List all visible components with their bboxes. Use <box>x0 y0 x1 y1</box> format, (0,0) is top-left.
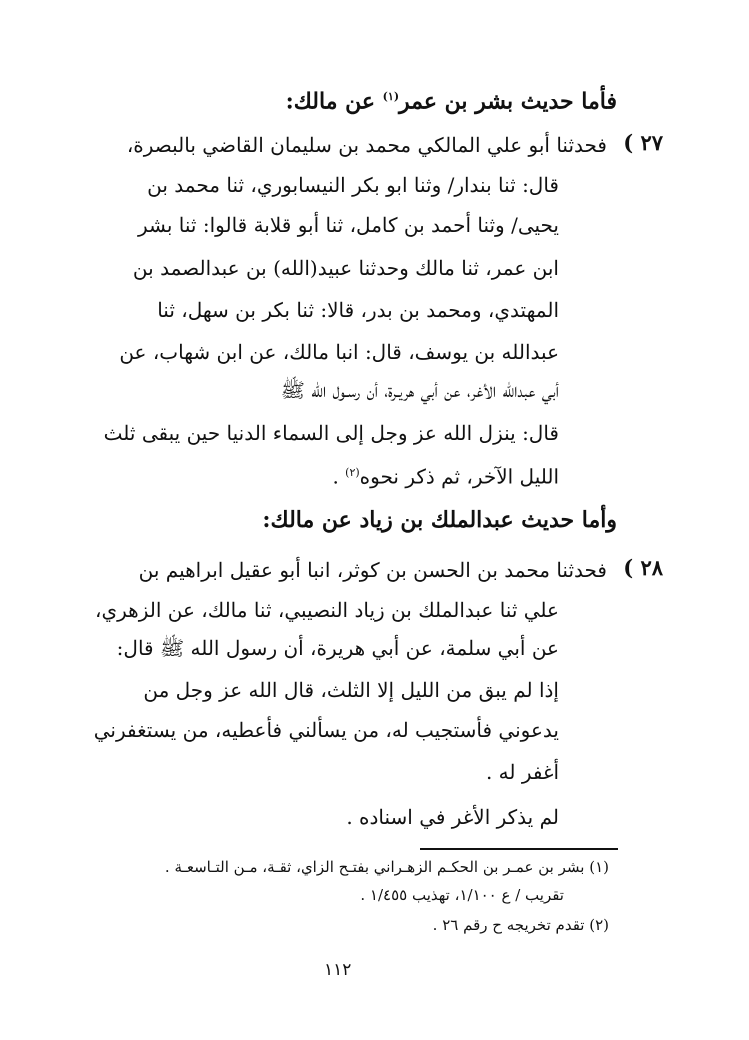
text-line: علي ثنا عبدالملك بن زياد النصيبي، ثنا مالك، عن الزهري، <box>95 598 559 622</box>
text-line: عبدالله بن يوسف، قال: انبا مالك، عن ابن شهاب، عن <box>119 340 559 364</box>
text-line: إذا لم يبق من الليل إلا الثلث، قال الله عز وجل من <box>143 678 559 702</box>
text-line-end: . <box>332 464 346 489</box>
footnote-1-cont: تقريب / ع ١/١٠٠، تهذيب ١/٤٥٥ . <box>360 886 564 904</box>
text-line: ابن عمر، ثنا مالك وحدثنا عبيد(الله) بن عبدالصمد بن <box>132 256 559 280</box>
text-line-part: الليل الآخر، ثم ذكر نحوه <box>359 464 559 489</box>
footnote-ref-2: (٢) <box>345 466 360 479</box>
footnote-divider <box>420 848 618 850</box>
text-line: لم يذكر الأغر في اسناده . <box>346 805 559 829</box>
text-line: أغفر له . <box>485 760 559 784</box>
hadith-number-27: ٢٧ ) <box>623 130 663 155</box>
page-number: ١١٢ <box>324 960 352 980</box>
section-heading-abdulmalik: وأما حديث عبدالملك بن زياد عن مالك: <box>262 507 617 533</box>
heading-text: فأما حديث بشر بن عمر <box>399 88 617 115</box>
section-heading-bishr <box>286 82 617 116</box>
text-line: أبي عبدالله الأغر، عن أبي هريـرة، أن رسـول الله ﷺ <box>280 378 559 402</box>
footnote-1: (١) بشر بن عمـر بن الحكـم الزهـراني بفتـح الزاي، ثقـة، مـن التـاسعـة . <box>164 858 609 876</box>
text-line: يدعوني فأستجيب له، من يسألني فأعطيه، من يستغفرني <box>93 718 559 742</box>
text-line: قال: ينزل الله عز وجل إلى السماء الدنيا حين يبقى ثلث <box>103 421 559 445</box>
hadith-number-28: ٢٨ ) <box>623 555 663 580</box>
text-line: فحدثنا أبو علي المالكي محمد بن سليمان القاضي بالبصرة، <box>126 133 607 157</box>
footnote-2: (٢) تقدم تخريجه ح رقم ٢٦ . <box>432 916 609 934</box>
text-line: يحيى/ وثنا أحمد بن كامل، ثنا أبو قلابة قالوا: ثنا بشر <box>138 213 559 237</box>
text-line: عن أبي سلمة، عن أبي هريرة، أن رسول الله ﷺ قال: <box>116 636 559 660</box>
text-line-last <box>332 458 559 492</box>
heading-text-end: عن مالك: <box>285 88 383 115</box>
text-line: قال: ثنا بندار/ وثنا ابو بكر النيسابوري، ثنا محمد بن <box>147 173 559 197</box>
footnote-ref-1: (١) <box>382 90 400 103</box>
text-line: فحدثنا محمد بن الحسن بن كوثر، انبا أبو عقيل ابراهيم بن <box>138 558 607 582</box>
text-line: المهتدي، ومحمد بن بدر، قالا: ثنا بكر بن سهل، ثنا <box>157 298 559 322</box>
